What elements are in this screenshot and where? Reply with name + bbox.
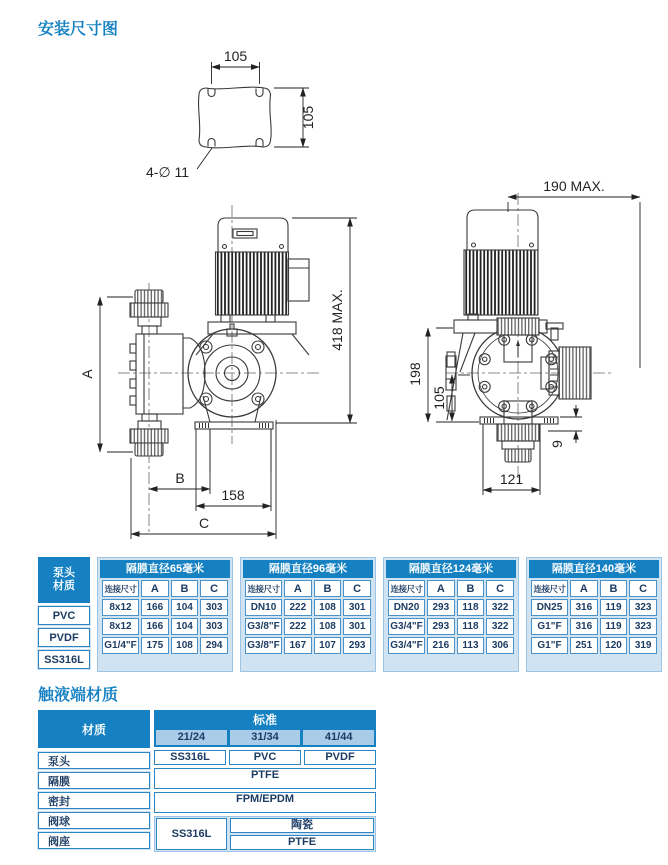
dim-cell: 301 bbox=[343, 618, 371, 635]
dim-cell: 322 bbox=[486, 618, 514, 635]
dim-cell: DN25 bbox=[531, 599, 568, 616]
dim-cell: DN10 bbox=[245, 599, 282, 616]
dim-cell: 319 bbox=[629, 637, 657, 654]
dim-cell: G3/8"F bbox=[245, 637, 282, 654]
dim-cell: 323 bbox=[629, 599, 657, 616]
material-value: SS316L bbox=[154, 750, 226, 765]
material-label-column bbox=[38, 710, 150, 852]
dim-cell: G1/4"F bbox=[102, 637, 139, 654]
dim-group-124mm bbox=[383, 557, 519, 672]
dim-cell: 167 bbox=[284, 637, 312, 654]
material-row-label: 阀座 bbox=[38, 832, 150, 849]
col-header: C bbox=[486, 580, 514, 597]
valve-left-value: SS316L bbox=[156, 818, 227, 850]
dim-group-96mm bbox=[240, 557, 376, 672]
diaphragm-value: PTFE bbox=[154, 768, 376, 789]
col-header: A bbox=[570, 580, 598, 597]
dim-cell: 113 bbox=[457, 637, 485, 654]
side-dim-c-label: C bbox=[198, 515, 210, 531]
dim-cell: 306 bbox=[486, 637, 514, 654]
dim-cell: 104 bbox=[171, 618, 199, 635]
dim-group-title: 隔膜直径96毫米 bbox=[243, 560, 373, 578]
model-header: 21/24 bbox=[156, 730, 227, 745]
dim-cell: 301 bbox=[343, 599, 371, 616]
plate-dim-right-label: 105 bbox=[300, 105, 316, 130]
corner-header bbox=[38, 557, 90, 603]
dim-group-65mm bbox=[97, 557, 233, 672]
front-dim-121-label: 121 bbox=[499, 471, 524, 487]
front-dim-198-label: 198 bbox=[407, 362, 423, 386]
dim-cell: 8x12 bbox=[102, 618, 139, 635]
section-title-wetted-materials: 触液端材质 bbox=[38, 687, 119, 704]
pump-head-row bbox=[154, 750, 376, 765]
section-title-installation-dimensions: 安装尺寸图 bbox=[38, 21, 119, 38]
plate-dim-top-label: 105 bbox=[223, 48, 248, 64]
dim-cell: 293 bbox=[343, 637, 371, 654]
dim-cell: 166 bbox=[141, 599, 169, 616]
dim-cell: 166 bbox=[141, 618, 169, 635]
material-row-label: SS316L bbox=[38, 650, 90, 669]
dim-cell: 107 bbox=[314, 637, 342, 654]
dim-cell: 293 bbox=[427, 618, 455, 635]
pump-front-view-drawing bbox=[407, 178, 640, 495]
dim-group-140mm bbox=[526, 557, 662, 672]
dimension-table bbox=[38, 557, 662, 672]
model-header: 31/34 bbox=[230, 730, 301, 745]
col-header: C bbox=[343, 580, 371, 597]
col-header: 连接尺寸 bbox=[388, 580, 425, 597]
front-dim-9-label: 9 bbox=[549, 440, 565, 448]
dim-cell: 293 bbox=[427, 599, 455, 616]
dim-cell: 323 bbox=[629, 618, 657, 635]
material-row-label: 密封 bbox=[38, 792, 150, 809]
material-row-label: 隔膜 bbox=[38, 772, 150, 789]
col-header: C bbox=[629, 580, 657, 597]
side-dim-height-label: 418 MAX. bbox=[329, 289, 345, 351]
corner-header-line2: 材质 bbox=[53, 580, 75, 592]
side-dim-base-label: 158 bbox=[221, 487, 245, 503]
dim-cell: 120 bbox=[600, 637, 628, 654]
standard-header-block bbox=[154, 710, 376, 747]
col-header: B bbox=[314, 580, 342, 597]
col-header: 连接尺寸 bbox=[102, 580, 139, 597]
dim-cell: G3/8"F bbox=[245, 618, 282, 635]
dim-cell: 8x12 bbox=[102, 599, 139, 616]
col-header: 连接尺寸 bbox=[245, 580, 282, 597]
material-values-block bbox=[154, 710, 376, 852]
dim-cell: 251 bbox=[570, 637, 598, 654]
front-dim-105-label: 105 bbox=[431, 386, 447, 410]
dim-group-title: 隔膜直径124毫米 bbox=[386, 560, 516, 578]
dim-cell: DN20 bbox=[388, 599, 425, 616]
dim-cell: 316 bbox=[570, 618, 598, 635]
col-header: A bbox=[284, 580, 312, 597]
material-row-label: PVDF bbox=[38, 628, 90, 647]
dim-cell: 303 bbox=[200, 599, 228, 616]
dim-cell: 175 bbox=[141, 637, 169, 654]
col-header: B bbox=[171, 580, 199, 597]
front-view-dimensions bbox=[428, 197, 640, 495]
dim-group-title: 隔膜直径65毫米 bbox=[100, 560, 230, 578]
valve-seat-value: PTFE bbox=[230, 835, 374, 850]
dim-cell: 119 bbox=[600, 599, 628, 616]
material-row-label: 泵头 bbox=[38, 752, 150, 769]
dim-cell: 316 bbox=[570, 599, 598, 616]
material-corner-header: 材质 bbox=[38, 710, 150, 748]
dim-cell: 294 bbox=[200, 637, 228, 654]
dim-cell: 322 bbox=[486, 599, 514, 616]
dim-cell: 108 bbox=[171, 637, 199, 654]
mounting-plate-drawing bbox=[146, 48, 316, 180]
valve-group bbox=[154, 816, 376, 852]
dim-cell: 303 bbox=[200, 618, 228, 635]
dim-cell: 216 bbox=[427, 637, 455, 654]
dim-cell: G3/4"F bbox=[388, 637, 425, 654]
col-header: B bbox=[600, 580, 628, 597]
model-header: 41/44 bbox=[303, 730, 374, 745]
dim-cell: G1"F bbox=[531, 637, 568, 654]
dim-cell: 222 bbox=[284, 618, 312, 635]
valve-ball-value: 陶瓷 bbox=[230, 818, 374, 833]
side-dim-a-label: A bbox=[79, 369, 95, 379]
material-value: PVDF bbox=[304, 750, 376, 765]
pump-head-material-column bbox=[38, 557, 90, 672]
col-header: B bbox=[457, 580, 485, 597]
dim-cell: 104 bbox=[171, 599, 199, 616]
dim-cell: G1"F bbox=[531, 618, 568, 635]
material-table bbox=[38, 710, 376, 852]
pump-side-view-drawing bbox=[79, 205, 357, 539]
col-header: C bbox=[200, 580, 228, 597]
col-header: A bbox=[427, 580, 455, 597]
col-header: A bbox=[141, 580, 169, 597]
dim-cell: 119 bbox=[600, 618, 628, 635]
dim-group-title: 隔膜直径140毫米 bbox=[529, 560, 659, 578]
dim-cell: 118 bbox=[457, 599, 485, 616]
material-row-label: PVC bbox=[38, 606, 90, 625]
dim-cell: 108 bbox=[314, 599, 342, 616]
material-row-label: 阀球 bbox=[38, 812, 150, 829]
col-header: 连接尺寸 bbox=[531, 580, 568, 597]
plate-dimensions bbox=[197, 62, 309, 169]
side-dim-b-label: B bbox=[175, 470, 185, 486]
dim-cell: 108 bbox=[314, 618, 342, 635]
corner-header-line1: 泵头 bbox=[53, 566, 75, 579]
dim-cell: G3/4"F bbox=[388, 618, 425, 635]
plate-holes-label: 4-∅ 11 bbox=[146, 164, 190, 180]
dim-cell: 222 bbox=[284, 599, 312, 616]
material-value: PVC bbox=[229, 750, 301, 765]
seal-value: FPM/EPDM bbox=[154, 792, 376, 813]
dim-cell: 118 bbox=[457, 618, 485, 635]
standard-header: 标准 bbox=[252, 713, 277, 727]
front-dim-width-label: 190 MAX. bbox=[543, 178, 605, 194]
